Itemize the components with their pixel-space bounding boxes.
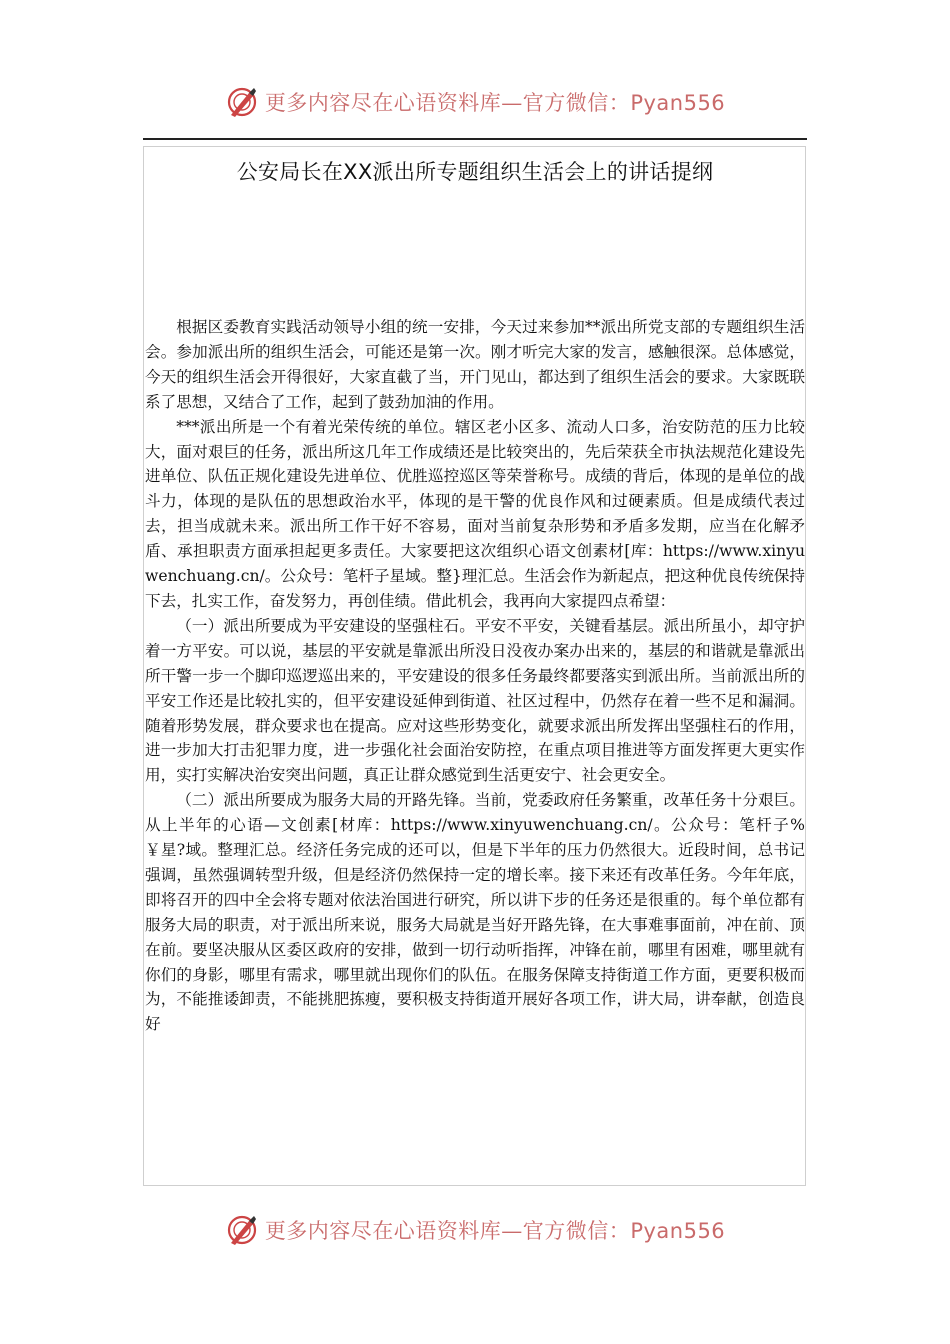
paragraph: ***派出所是一个有着光荣传统的单位。辖区老小区多、流动人口多，治安防范的压力比较大，面对艰巨的任务，派出所这几年工作成绩还是比较突出的，先后荣获全市执法规范化建设先进单位、队伍正规化建设先进单位、优胜巡控巡区等荣誉称号。成绩的背后，体现的是单位的战斗力，体现的是队伍的思想政治水平，体现的是干警的优良作风和过硬素质。但是成绩代表过去，担当成就未来。派出所工作干好不容易，面对当前复杂形势和矛盾多发期，应当在化解矛盾、承担职责方面承担起更多责任。大家要把这次组织心语文创素材[库：https://www.xinyuwenchuang.cn/。公众号：笔杆子星域。整}理汇总。生活会作为新起点，把这种优良传统保持下去，扎实工作，奋发努力，再创佳绩。借此机会，我再向大家提四点希望： <box>145 417 805 610</box>
paragraph: 根据区委教育实践活动领导小组的统一安排，今天过来参加**派出所党支部的专题组织生活会。参加派出所的组织生活会，可能还是第一次。刚才听完大家的发言，感触很深。总体感觉，今天的组织生活会开得很好，大家直截了当，开门见山，都达到了组织生活会的要求。大家既联系了思想，又结合了工作，起到了鼓劲加油的作用。 <box>145 318 805 411</box>
pen-circle-logo-icon <box>225 1213 259 1247</box>
header-rule <box>143 138 807 140</box>
paragraph: （二）派出所要成为服务大局的开路先锋。当前，党委政府任务繁重，改革任务十分艰巨。从上半年的心语—文创素[材库：https://www.xinyuwenchuang.cn/。公众号：笔杆子%￥星?域。整理汇总。经济任务完成的还可以，但是下半年的压力仍然很大。近段时间，总书记强调，虽然强调转型升级，但是经济仍然保持一定的增长率。接下来还有改革任务。今年年底，即将召开的四中全会将专题对依法治国进行研究，所以讲下步的任务还是很重的。每个单位都有服务大局的职责，对于派出所来说，服务大局就是当好开路先锋，在大事难事面前，冲在前、顶在前。要坚决服从区委区政府的安排，做到一切行动听指挥，冲锋在前，哪里有困难，哪里就有你们的身影，哪里有需求，哪里就出现你们的队伍。在服务保障支持街道工作方面，更要积极而为，不能推诿卸责，不能挑肥拣瘦，要积极支持街道开展好各项工作，讲大局，讲奉献，创造良好 <box>145 791 805 1034</box>
footer-banner <box>0 1210 950 1250</box>
header-banner <box>0 82 950 122</box>
pen-circle-logo-icon <box>225 85 259 119</box>
wechat-id: Pyan556 <box>630 1219 726 1243</box>
document-title: 公安局长在XX派出所专题组织生活会上的讲话提纲 <box>236 160 714 184</box>
paragraph: （一）派出所要成为平安建设的坚强柱石。平安不平安，关键看基层。派出所虽小，却守护着一方平安。可以说，基层的平安就是靠派出所没日没夜办案办出来的，基层的和谐就是靠派出所干警一步一个脚印巡逻巡出来的，平安建设的很多任务最终都要落实到派出所。当前派出所的平安工作还是比较扎实的，但平安建设延伸到街道、社区过程中，仍然存在着一些不足和漏洞。随着形势发展，群众要求也在提高。应对这些形势变化，就要求派出所发挥出坚强柱石的作用，进一步加大打击犯罪力度，进一步强化社会面治安防控，在重点项目推进等方面发挥更大更实作用，实打实解决治安突出问题，真正让群众感觉到生活更安宁、社会更安全。 <box>145 616 805 785</box>
banner-text: 更多内容尽在心语资料库—官方微信：Pyan556 <box>264 1219 726 1243</box>
wechat-id: Pyan556 <box>630 91 726 115</box>
document-body <box>145 315 805 1037</box>
banner-text: 更多内容尽在心语资料库—官方微信：Pyan556 <box>264 91 726 115</box>
